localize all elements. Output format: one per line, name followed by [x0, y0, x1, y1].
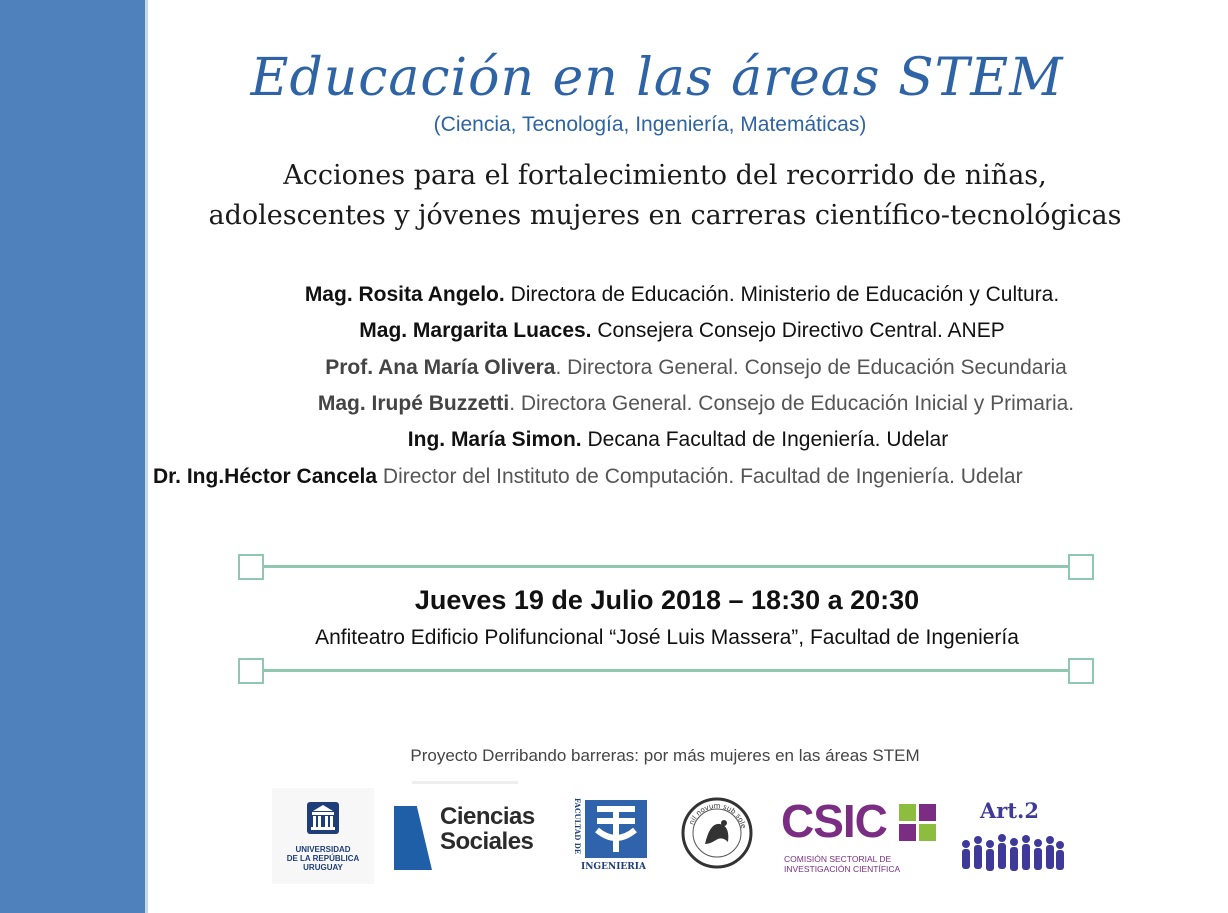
fing-label: INGENIERIA — [581, 862, 646, 872]
speaker-name: Ing. María Simon. — [407, 428, 582, 451]
lead-line-2: adolescentes y jóvenes mujeres en carreras científico-tecnológicas — [208, 200, 1122, 231]
speaker-name: Mag. Irupé Buzzetti — [317, 392, 510, 415]
svg-text:nil novum sub sole: nil novum sub sole — [687, 801, 748, 830]
csic-square-icon — [919, 824, 936, 841]
art2-wordmark: Art.2 — [980, 798, 1039, 823]
lead-line-1: Acciones para el fortalecimiento del recorrido de niñas, — [283, 160, 1047, 191]
speaker-role: Directora de Educación. Ministerio de Educación y Cultura. — [510, 283, 1060, 306]
people-group-icon — [958, 828, 1066, 884]
speaker-role: Director del Instituto de Computación. Facultad de Ingeniería. Udelar — [382, 465, 1023, 488]
fing-vertical-text — [565, 796, 582, 876]
fing-emblem-icon — [583, 798, 649, 860]
csic-square-icon — [899, 804, 916, 821]
poster-title: Educación en las áreas STEM — [250, 48, 1064, 108]
speaker-line — [150, 283, 1214, 307]
speaker-line — [146, 428, 1210, 452]
speaker-line — [150, 319, 1214, 343]
csic-fullname: COMISIÓN SECTORIAL DE INVESTIGACIÓN CIENTÍFICA — [784, 854, 901, 874]
speaker-line — [150, 465, 1213, 489]
speaker-role: Consejera Consejo Directivo Central. ANEP — [597, 319, 1005, 342]
cs-mark-icon — [394, 806, 432, 870]
svg-text:FACULTAD DE: FACULTAD DE — [573, 798, 582, 855]
university-building-icon — [303, 798, 343, 838]
speaker-name: Mag. Rosita Angelo. — [304, 283, 505, 306]
udelar-name: UNIVERSIDAD DE LA REPÚBLICA URUGUAY — [286, 845, 360, 872]
seal-logo — [680, 796, 754, 870]
speaker-name: Mag. Margarita Luaces. — [359, 319, 592, 342]
ciencias-sociales-logo — [394, 804, 539, 870]
seal-emblem-icon — [680, 796, 754, 870]
speaker-name: Prof. Ana María Olivera — [325, 356, 556, 379]
speaker-role: . Directora General. Consejo de Educación Inicial y Primaria. — [509, 392, 1075, 415]
caption-underline — [412, 781, 518, 784]
udelar-logo — [272, 788, 374, 884]
event-venue: Anfiteatro Edificio Polifuncional “José Luis Massera”, Facultad de Ingeniería — [315, 626, 1019, 649]
frame-bottom-line — [262, 669, 1068, 672]
facultad-ingenieria-logo — [565, 796, 651, 876]
speaker-role: . Directora General. Consejo de Educación Secundaria — [555, 356, 1067, 379]
frame-corner-box — [1068, 658, 1094, 684]
project-caption: Proyecto Derribando barreras: por más mujeres en las áreas STEM — [410, 746, 920, 765]
csic-square-icon — [919, 804, 936, 821]
csic-logo — [781, 795, 943, 878]
left-sidebar-band — [0, 0, 148, 913]
speaker-line — [164, 392, 1228, 416]
frame-corner-box — [238, 554, 264, 580]
speaker-name: Dr. Ing.Héctor Cancela — [153, 465, 378, 488]
speaker-line — [164, 356, 1228, 380]
speaker-role: Decana Facultad de Ingeniería. Udelar — [587, 428, 949, 451]
frame-corner-box — [1068, 554, 1094, 580]
art2-logo — [958, 798, 1066, 884]
csic-wordmark: CSIC — [781, 795, 887, 847]
event-date-time: Jueves 19 de Julio 2018 – 18:30 a 20:30 — [414, 585, 920, 615]
frame-top-line — [262, 565, 1068, 568]
poster-subtitle: (Ciencia, Tecnología, Ingeniería, Matemáticas) — [433, 113, 867, 136]
csic-square-icon — [899, 824, 916, 841]
frame-corner-box — [238, 658, 264, 684]
cs-wordmark: Ciencias Sociales — [440, 803, 535, 855]
